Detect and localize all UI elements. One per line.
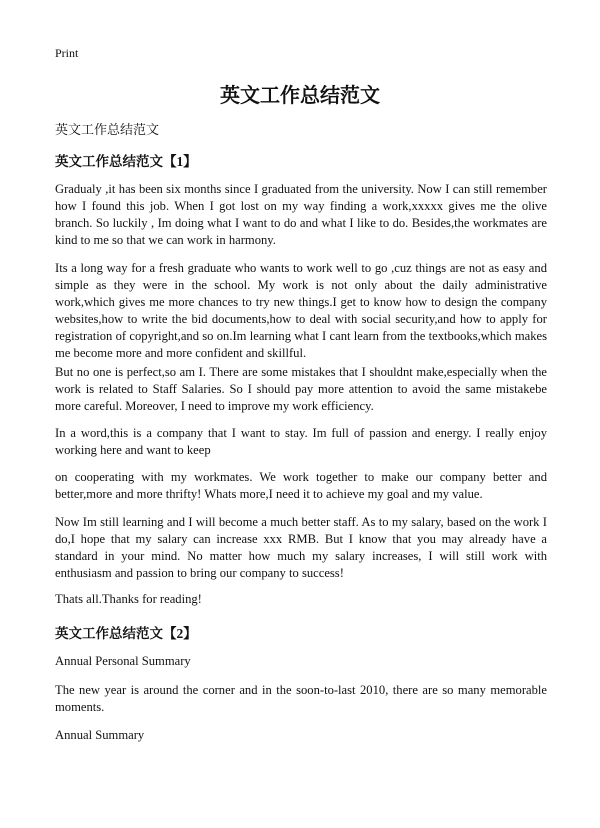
paragraph: Annual Personal Summary	[55, 654, 191, 668]
page-title: 英文工作总结范文	[220, 85, 380, 107]
paragraph: Gradualy ,it has been six months since I graduated from the university. Now I can still remember how I found this job. When I got lost on my way finding a work,xxxxx gives me the olive branch. So luckily , Im doing what I want to do and what I like to do. Besides,the workmates are kind to me so that we can work in harmony.	[55, 182, 547, 247]
paragraph: The new year is around the corner and in the soon-to-last 2010, there are so many memorable moments.	[55, 683, 547, 714]
paragraph: on cooperating with my workmates. We work together to make our company better and better,more and more thrifty! Whats more,I need it to achieve my goal and my value.	[55, 470, 547, 501]
paragraph: Thats all.Thanks for reading!	[55, 592, 202, 606]
section-heading-1: 英文工作总结范文【1】	[55, 154, 197, 169]
paragraph: Annual Summary	[55, 728, 145, 742]
print-label: Print	[55, 46, 79, 60]
paragraph: Now Im still learning and I will become a much better staff. As to my salary, based on the work I do,I hope that my salary can increase xxx RMB. But I know that you may already have a standard in your mind. No matter how much my salary increases, I will still work with enthusiasm and passion to bring our company to success!	[55, 515, 547, 580]
paragraph: Its a long way for a fresh graduate who wants to work well to go ,cuz things are not as easy and simple as they were in the school. My work is not only about the daily administrative work,which gives me more chances to try new things.I get to know how to design the company websites,how to write the bid documents,how to deal with social security,and how to apply for registration of copyright,and so on.Im learning what I cant learn from the textbooks,which makes me become more and more confident and skillful.	[55, 261, 547, 360]
section-heading-2: 英文工作总结范文【2】	[55, 626, 197, 641]
page-subtitle: 英文工作总结范文	[55, 122, 160, 137]
paragraph: In a word,this is a company that I want to stay. Im full of passion and energy. I really enjoy working here and want to keep	[55, 426, 547, 457]
paragraph: But no one is perfect,so am I. There are some mistakes that I shouldnt make,especially when the work is related to Staff Salaries. So I should pay more attention to avoid the same mistakebe more careful. Moreover, I need to improve my work efficiency.	[55, 365, 547, 413]
